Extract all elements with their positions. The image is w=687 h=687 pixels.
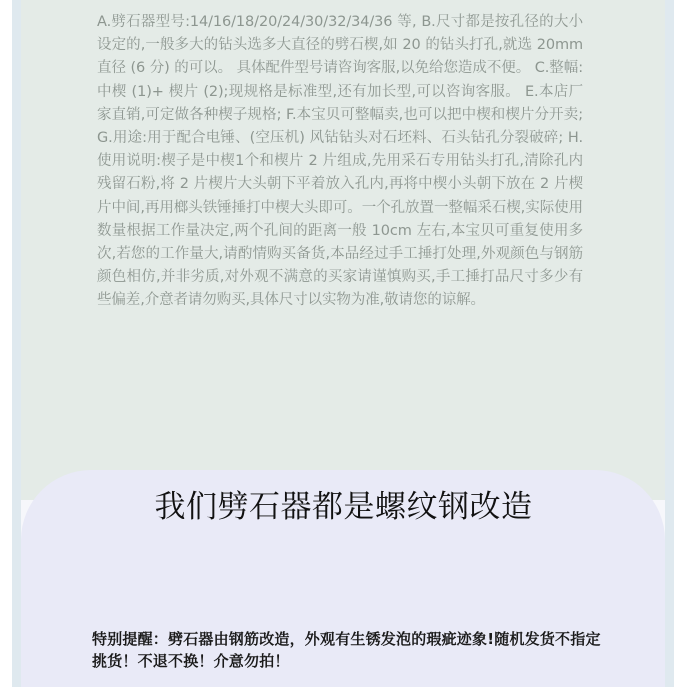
product-description: A.劈石器型号:14/16/18/20/24/30/32/34/36 等, B.尺寸都是按孔径的大小设定的,一般多大的钻头选多大直径的劈石楔,如 20 的钻头打孔,就选 20mm 直径 (6 分) 的可以。 具体配件型号请咨询客服,以免给您造成不便。 C.整幅:中楔 (1)+ 楔片 (2);现规格是标准型,还有加长型,可以咨询客服。 E.本店厂家直销,可定做各种楔子规格; F.本宝贝可整幅卖,也可以把中楔和楔片分开卖; G.用途:用于配合电锤、(空压机) 风钻钻头对石坯料、石头钻孔分裂破碎; H.使用说明:楔子是中楔1个和楔片 2 片组成,先用采石专用钻头打孔,清除孔内残留石粉,将 2 片楔片大头朝下平着放入孔内,再将中楔小头朝下放在 2 片楔片中间,再用榔头铁锤捶打中楔大头即可。一个孔放置一整幅采石楔,实际使用数量根据工作量决定,两个孔间的距离一般 10cm 左右,本宝贝可重复使用多次,若您的工作量大,请酌情购买备货,本品经过手工捶打处理,外观颜色与钢筋颜色相仿,并非劣质,对外观不满意的买家请谨慎购买,手工捶打品尺寸多少有些偏差,介意者请勿购买,具体尺寸以实物为准,敬请您的谅解。 xyxy=(97,14,583,309)
left-frame-stripe xyxy=(12,0,21,687)
special-notice: 特别提醒：劈石器由钢筋改造，外观有生锈发泡的瑕疵迹象!随机发货不指定挑货！不退不换！介意勿拍！ xyxy=(92,630,601,670)
right-frame-stripe xyxy=(665,0,674,687)
headline: 我们劈石器都是螺纹钢改造 xyxy=(154,489,533,525)
